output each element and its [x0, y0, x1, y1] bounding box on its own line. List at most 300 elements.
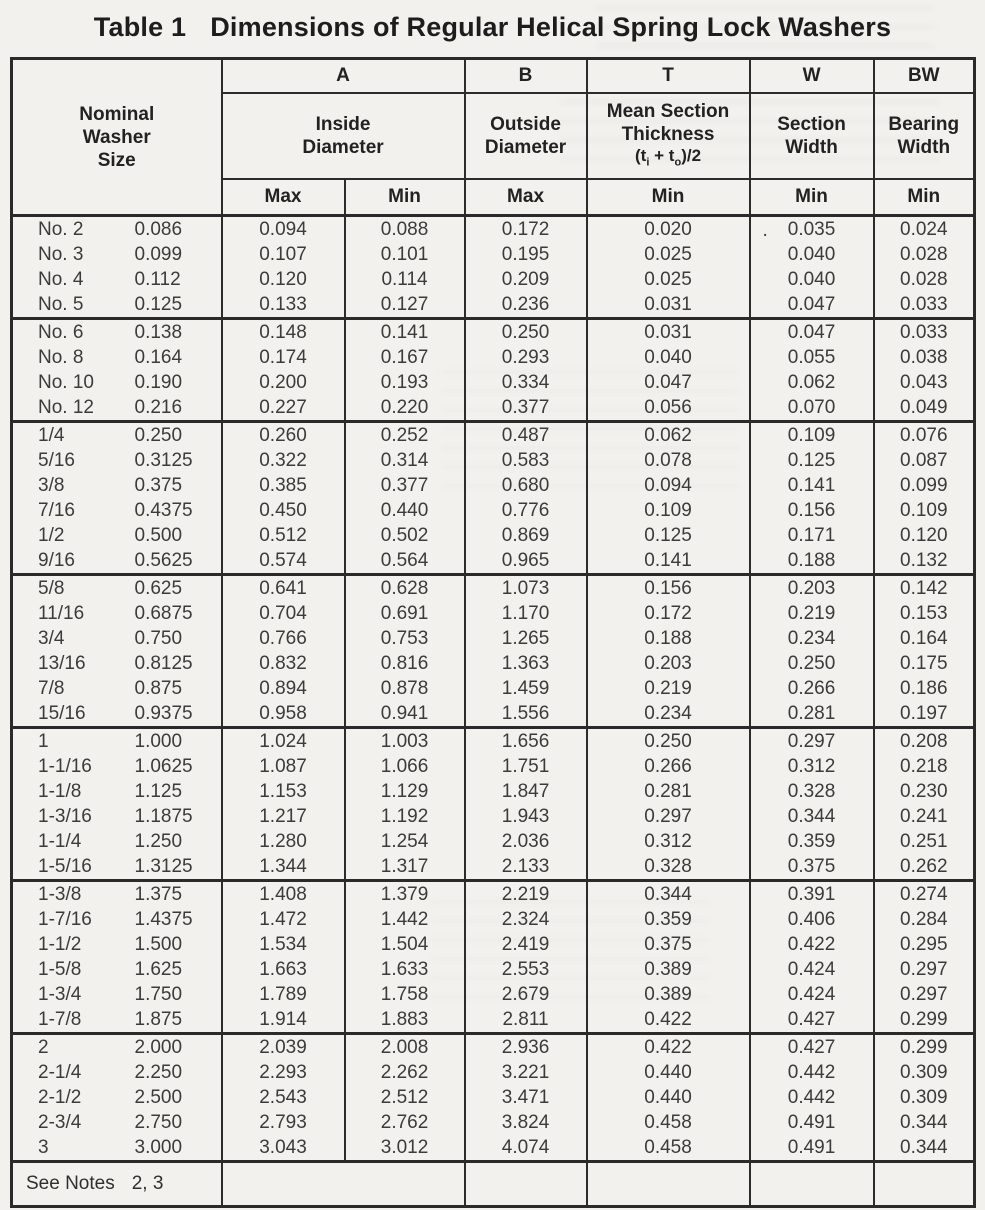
w-min-cell: [750, 754, 874, 779]
table-row: [12, 728, 975, 755]
w-min-cell: [750, 1007, 874, 1034]
bw-min-cell: [874, 548, 975, 575]
header-line: Diameter: [484, 137, 567, 158]
a-min-cell: [345, 779, 465, 804]
t-min-cell-text: 0.422: [644, 1037, 692, 1058]
bw-min-cell: [874, 1135, 975, 1162]
b-max-cell-text: 1.943: [501, 806, 550, 827]
bw-min-cell: [874, 1060, 975, 1085]
table-row: [12, 754, 975, 779]
nominal-value-cell-text: 2.500: [134, 1087, 183, 1108]
w-min-cell: [750, 548, 874, 575]
w-min-cell-text: 0.391: [787, 884, 836, 905]
t-min-cell: [587, 854, 750, 881]
a-max-cell: [222, 422, 345, 449]
w-min-cell-text: 0.062: [787, 372, 836, 393]
b-max-cell: [465, 575, 587, 602]
size-cell-text: No. 8: [38, 347, 84, 368]
size-cell: [12, 1110, 132, 1135]
table-row: [12, 626, 975, 651]
a-min-cell: [345, 907, 465, 932]
notes-row: [12, 1162, 975, 1207]
size-cell: [12, 651, 132, 676]
t-min-cell: [587, 473, 750, 498]
b-max-cell-text: 1.363: [501, 653, 550, 674]
header-line: Bearing: [888, 114, 960, 135]
size-cell-text: 1-1/16: [38, 756, 92, 777]
size-cell: [12, 728, 132, 755]
w-min-cell-text: 0.491: [787, 1137, 836, 1158]
nominal-value-cell: [132, 1085, 222, 1110]
t-min-cell: [587, 601, 750, 626]
a-max-cell: [222, 676, 345, 701]
nominal-value-cell: [132, 804, 222, 829]
subheader-a-max: Max: [222, 179, 345, 216]
t-min-cell-text: 0.389: [644, 959, 692, 980]
table-row: [12, 292, 975, 319]
a-max-cell-text: 2.039: [259, 1037, 307, 1058]
a-max-cell-text: 1.408: [259, 884, 307, 905]
nominal-value-cell-text: 0.3125: [134, 450, 193, 471]
table-number: Table 1: [93, 12, 187, 42]
a-min-cell: [345, 1007, 465, 1034]
nominal-value-cell-text: 0.875: [134, 678, 183, 699]
t-min-cell: [587, 1060, 750, 1085]
nominal-value-cell-text: 2.750: [134, 1112, 183, 1133]
size-cell-text: 1-3/4: [38, 984, 82, 1005]
subheader-bw-min: Min: [874, 179, 975, 216]
nominal-value-cell: [132, 829, 222, 854]
w-min-cell: [750, 448, 874, 473]
a-max-cell: [222, 395, 345, 422]
size-cell-text: No. 6: [38, 322, 84, 343]
table-row: [12, 1110, 975, 1135]
t-min-cell: [587, 907, 750, 932]
t-min-cell-text: 0.440: [644, 1062, 692, 1083]
table-row: [12, 498, 975, 523]
bw-min-cell-text: 0.299: [900, 1037, 948, 1058]
a-max-cell: [222, 267, 345, 292]
header-line: Size: [97, 149, 136, 171]
bw-min-cell: [874, 881, 975, 908]
bw-min-cell-text: 0.251: [900, 831, 948, 852]
nominal-value-cell-text: 0.190: [134, 372, 183, 393]
size-cell-text: No. 4: [38, 269, 84, 290]
a-min-cell: [345, 829, 465, 854]
a-max-cell-text: 2.793: [259, 1112, 307, 1133]
table-row: [12, 523, 975, 548]
b-max-cell: [465, 779, 587, 804]
size-cell: [12, 345, 132, 370]
w-min-cell-text: 0.234: [787, 628, 836, 649]
a-max-cell: [222, 932, 345, 957]
a-max-cell-text: 0.120: [259, 269, 307, 290]
b-max-cell: [465, 1135, 587, 1162]
b-max-cell: [465, 448, 587, 473]
nominal-value-cell-text: 1.375: [134, 884, 183, 905]
b-max-cell-text: 2.553: [501, 959, 550, 980]
b-max-cell-text: 2.936: [501, 1037, 550, 1058]
a-max-cell: [222, 854, 345, 881]
b-max-cell-text: 0.377: [501, 397, 550, 418]
size-cell-text: 1-7/8: [38, 1009, 82, 1030]
bw-min-cell-text: 0.241: [900, 806, 948, 827]
col-header-code-w: W: [750, 59, 874, 94]
scan-stray-dot: .: [762, 220, 768, 241]
nominal-value-cell: [132, 676, 222, 701]
a-min-cell: [345, 319, 465, 346]
a-max-cell-text: 0.260: [259, 425, 307, 446]
t-min-cell: [587, 728, 750, 755]
bw-min-cell: [874, 267, 975, 292]
size-cell: [12, 804, 132, 829]
bw-min-cell: [874, 957, 975, 982]
a-min-cell-text: 1.379: [380, 884, 429, 905]
w-min-cell-text: 0.156: [787, 500, 836, 521]
nominal-value-cell: [132, 292, 222, 319]
a-min-cell-text: 0.816: [380, 653, 429, 674]
size-cell-text: 7/16: [38, 500, 75, 521]
t-min-cell-text: 0.458: [644, 1112, 692, 1133]
a-min-cell: [345, 498, 465, 523]
t-min-cell: [587, 1135, 750, 1162]
a-max-cell-text: 2.543: [259, 1087, 307, 1108]
nominal-value-cell: [132, 395, 222, 422]
bw-min-cell: [874, 370, 975, 395]
bw-min-cell-text: 0.087: [900, 450, 948, 471]
table-row: [12, 319, 975, 346]
a-min-cell: [345, 754, 465, 779]
nominal-value-cell-text: 0.125: [134, 294, 183, 315]
bw-min-cell-text: 0.120: [900, 525, 948, 546]
col-header-code-t: T: [587, 59, 750, 94]
a-max-cell-text: 1.153: [259, 781, 307, 802]
size-cell-text: No. 2: [38, 219, 84, 240]
a-max-cell-text: 0.094: [259, 219, 307, 240]
col-header-code-a: A: [222, 59, 465, 94]
a-min-cell-text: 1.883: [380, 1009, 429, 1030]
size-cell-text: 5/8: [38, 578, 65, 599]
a-max-cell: [222, 651, 345, 676]
w-min-cell: [750, 1135, 874, 1162]
a-min-cell-text: 0.440: [380, 500, 429, 521]
a-max-cell: [222, 881, 345, 908]
a-max-cell: [222, 957, 345, 982]
size-cell: [12, 754, 132, 779]
size-cell: [12, 626, 132, 651]
formula-part: (t: [635, 145, 647, 165]
b-max-cell-text: 1.073: [501, 578, 550, 599]
nominal-value-cell-text: 1.0625: [134, 756, 193, 777]
t-min-cell: [587, 345, 750, 370]
bw-min-cell-text: 0.297: [900, 959, 948, 980]
nominal-value-cell-text: 2.000: [134, 1037, 183, 1058]
a-max-cell-text: 0.133: [259, 294, 307, 315]
a-min-cell-text: 0.502: [380, 525, 429, 546]
a-min-cell-text: 0.314: [380, 450, 429, 471]
w-min-cell-text: 0.359: [787, 831, 836, 852]
a-max-cell: [222, 779, 345, 804]
t-min-cell-text: 0.203: [644, 653, 692, 674]
nominal-value-cell-text: 0.216: [134, 397, 183, 418]
a-max-cell-text: 0.174: [259, 347, 307, 368]
table-row: [12, 345, 975, 370]
b-max-cell: [465, 804, 587, 829]
t-min-cell-text: 0.234: [644, 703, 692, 724]
notes-empty-bw-cell: [874, 1162, 975, 1207]
size-cell: [12, 1135, 132, 1162]
a-min-cell: [345, 626, 465, 651]
b-max-cell-text: 2.419: [501, 934, 550, 955]
bw-min-cell-text: 0.274: [900, 884, 948, 905]
a-max-cell: [222, 1034, 345, 1061]
a-max-cell-text: 1.914: [259, 1009, 307, 1030]
a-max-cell: [222, 242, 345, 267]
t-min-cell-text: 0.422: [644, 1009, 692, 1030]
a-min-cell-text: 0.088: [380, 219, 429, 240]
bw-min-cell-text: 0.099: [900, 475, 948, 496]
t-min-cell-text: 0.025: [644, 269, 692, 290]
a-max-cell: [222, 1060, 345, 1085]
w-min-cell: [750, 982, 874, 1007]
nominal-value-cell: [132, 701, 222, 728]
a-max-cell-text: 0.512: [259, 525, 307, 546]
table-row: [12, 676, 975, 701]
a-max-cell: [222, 1110, 345, 1135]
bw-min-cell-text: 0.218: [900, 756, 948, 777]
b-max-cell-text: 2.811: [502, 1009, 549, 1030]
b-max-cell: [465, 829, 587, 854]
bw-min-cell-text: 0.262: [900, 856, 948, 877]
size-cell-text: 5/16: [38, 450, 75, 471]
bw-min-cell-text: 0.344: [900, 1112, 948, 1133]
a-max-cell: [222, 370, 345, 395]
nominal-value-cell: [132, 907, 222, 932]
table-row: [12, 395, 975, 422]
nominal-value-cell-text: 0.4375: [134, 500, 193, 521]
b-max-cell: [465, 242, 587, 267]
t-min-cell: [587, 1007, 750, 1034]
a-min-cell-text: 0.941: [380, 703, 429, 724]
w-min-cell-text: 0.040: [787, 269, 836, 290]
thickness-formula: [588, 146, 749, 172]
w-min-cell: [750, 1060, 874, 1085]
t-min-cell-text: 0.062: [644, 425, 692, 446]
bw-min-cell: [874, 1085, 975, 1110]
bw-min-cell-text: 0.164: [900, 628, 948, 649]
a-min-cell: [345, 448, 465, 473]
a-min-cell: [345, 242, 465, 267]
b-max-cell: [465, 370, 587, 395]
w-min-cell: [750, 779, 874, 804]
w-min-cell-text: 0.035: [787, 219, 836, 240]
t-min-cell-text: 0.031: [644, 294, 692, 315]
bw-min-cell-text: 0.295: [900, 934, 948, 955]
nominal-value-cell: [132, 779, 222, 804]
w-min-cell: [750, 395, 874, 422]
a-max-cell: [222, 907, 345, 932]
size-cell: [12, 575, 132, 602]
header-line: Diameter: [302, 137, 384, 158]
a-max-cell: [222, 498, 345, 523]
b-max-cell: [465, 292, 587, 319]
w-min-cell: [750, 676, 874, 701]
nominal-value-cell: [132, 319, 222, 346]
b-max-cell-text: 0.869: [501, 525, 550, 546]
size-cell-text: 1-1/2: [38, 934, 82, 955]
a-max-cell: [222, 1135, 345, 1162]
t-min-cell-text: 0.031: [644, 322, 692, 343]
t-min-cell-text: 0.281: [644, 781, 692, 802]
subheader-b-max: Max: [465, 179, 587, 216]
nominal-value-cell-text: 1.3125: [134, 856, 193, 877]
a-max-cell-text: 1.087: [259, 756, 307, 777]
bw-min-cell-text: 0.344: [900, 1137, 948, 1158]
nominal-value-cell: [132, 601, 222, 626]
bw-min-cell: [874, 829, 975, 854]
t-min-cell: [587, 292, 750, 319]
a-min-cell: [345, 292, 465, 319]
b-max-cell: [465, 345, 587, 370]
a-max-cell: [222, 292, 345, 319]
b-max-cell-text: 0.776: [501, 500, 550, 521]
a-min-cell-text: 2.008: [380, 1037, 429, 1058]
a-max-cell: [222, 754, 345, 779]
nominal-value-cell-text: 0.138: [134, 322, 183, 343]
size-cell-text: 3/8: [38, 475, 65, 496]
nominal-value-cell: [132, 548, 222, 575]
b-max-cell: [465, 473, 587, 498]
t-min-cell: [587, 932, 750, 957]
b-max-cell: [465, 626, 587, 651]
a-min-cell: [345, 267, 465, 292]
b-max-cell: [465, 881, 587, 908]
a-min-cell: [345, 422, 465, 449]
nominal-value-cell-text: 1.500: [134, 934, 183, 955]
a-min-cell: [345, 982, 465, 1007]
b-max-cell: [465, 548, 587, 575]
bw-min-cell: [874, 216, 975, 243]
t-min-cell-text: 0.020: [644, 219, 692, 240]
w-min-cell-text: 0.266: [787, 678, 836, 699]
w-min-cell-text: 0.427: [787, 1009, 836, 1030]
a-min-cell: [345, 370, 465, 395]
bw-min-cell: [874, 754, 975, 779]
nominal-value-cell-text: 0.099: [134, 244, 183, 265]
nominal-value-cell-text: 0.5625: [134, 550, 193, 571]
a-min-cell-text: 0.101: [380, 244, 429, 265]
size-cell-text: 15/16: [38, 703, 86, 724]
size-cell-text: 9/16: [38, 550, 75, 571]
table-row: [12, 448, 975, 473]
nominal-value-cell: [132, 754, 222, 779]
size-cell: [12, 422, 132, 449]
t-min-cell: [587, 1085, 750, 1110]
a-max-cell: [222, 701, 345, 728]
b-max-cell: [465, 319, 587, 346]
a-min-cell-text: 0.377: [380, 475, 429, 496]
table-row: [12, 473, 975, 498]
a-min-cell-text: 0.564: [380, 550, 429, 571]
t-min-cell-text: 0.297: [644, 806, 692, 827]
bw-min-cell: [874, 651, 975, 676]
t-min-cell-text: 0.344: [644, 884, 692, 905]
notes-empty-b-cell: [465, 1162, 587, 1207]
nominal-value-cell: [132, 242, 222, 267]
w-min-cell-text: 0.312: [787, 756, 836, 777]
a-max-cell-text: 1.217: [259, 806, 307, 827]
nominal-value-cell-text: 1.250: [134, 831, 183, 852]
a-min-cell: [345, 701, 465, 728]
nominal-value-cell-text: 0.9375: [134, 703, 193, 724]
a-max-cell: [222, 728, 345, 755]
t-min-cell: [587, 575, 750, 602]
nominal-value-cell-text: 0.750: [134, 628, 183, 649]
notes-label: See Notes: [26, 1173, 115, 1194]
bw-min-cell: [874, 932, 975, 957]
table-row: [12, 548, 975, 575]
nominal-value-cell-text: 1.4375: [134, 909, 193, 930]
w-min-cell: [750, 728, 874, 755]
b-max-cell-text: 0.250: [501, 322, 550, 343]
b-max-cell-text: 1.265: [501, 628, 550, 649]
bw-min-cell: [874, 779, 975, 804]
header-line: Width: [897, 137, 951, 158]
a-max-cell: [222, 1007, 345, 1034]
a-min-cell-text: 0.220: [380, 397, 429, 418]
w-min-cell-text: 0.055: [787, 347, 836, 368]
bw-min-cell-text: 0.284: [900, 909, 948, 930]
w-min-cell-text: 0.442: [787, 1087, 836, 1108]
size-cell-text: 2-1/2: [38, 1087, 82, 1108]
size-cell-text: 2-1/4: [38, 1062, 82, 1083]
nominal-value-cell-text: 0.375: [134, 475, 183, 496]
size-cell: [12, 829, 132, 854]
size-cell: [12, 1034, 132, 1061]
b-max-cell-text: 0.293: [501, 347, 550, 368]
t-min-cell: [587, 395, 750, 422]
size-cell: [12, 854, 132, 881]
a-min-cell-text: 1.066: [380, 756, 429, 777]
size-cell-text: 1: [38, 731, 49, 752]
a-min-cell: [345, 932, 465, 957]
size-cell-text: 13/16: [38, 653, 86, 674]
bw-min-cell: [874, 854, 975, 881]
size-cell-text: 1/2: [38, 525, 65, 546]
header-line: Mean Section: [606, 100, 730, 122]
nominal-value-cell: [132, 881, 222, 908]
b-max-cell-text: 1.556: [501, 703, 550, 724]
bw-min-cell: [874, 473, 975, 498]
t-min-cell-text: 0.047: [644, 372, 692, 393]
lock-washer-dimensions-table: [10, 57, 976, 1208]
bw-min-cell-text: 0.186: [900, 678, 948, 699]
w-min-cell: [750, 1034, 874, 1061]
a-min-cell-text: 0.252: [380, 425, 429, 446]
size-cell-text: No. 5: [38, 294, 84, 315]
w-min-cell: [750, 498, 874, 523]
t-min-cell-text: 0.458: [644, 1137, 692, 1158]
table-body: [12, 216, 975, 1162]
size-cell-text: 1-5/8: [38, 959, 82, 980]
w-min-cell: [750, 216, 874, 243]
a-min-cell: [345, 1060, 465, 1085]
a-max-cell-text: 0.450: [259, 500, 307, 521]
size-cell: [12, 242, 132, 267]
b-max-cell: [465, 754, 587, 779]
a-min-cell: [345, 1034, 465, 1061]
b-max-cell: [465, 1060, 587, 1085]
